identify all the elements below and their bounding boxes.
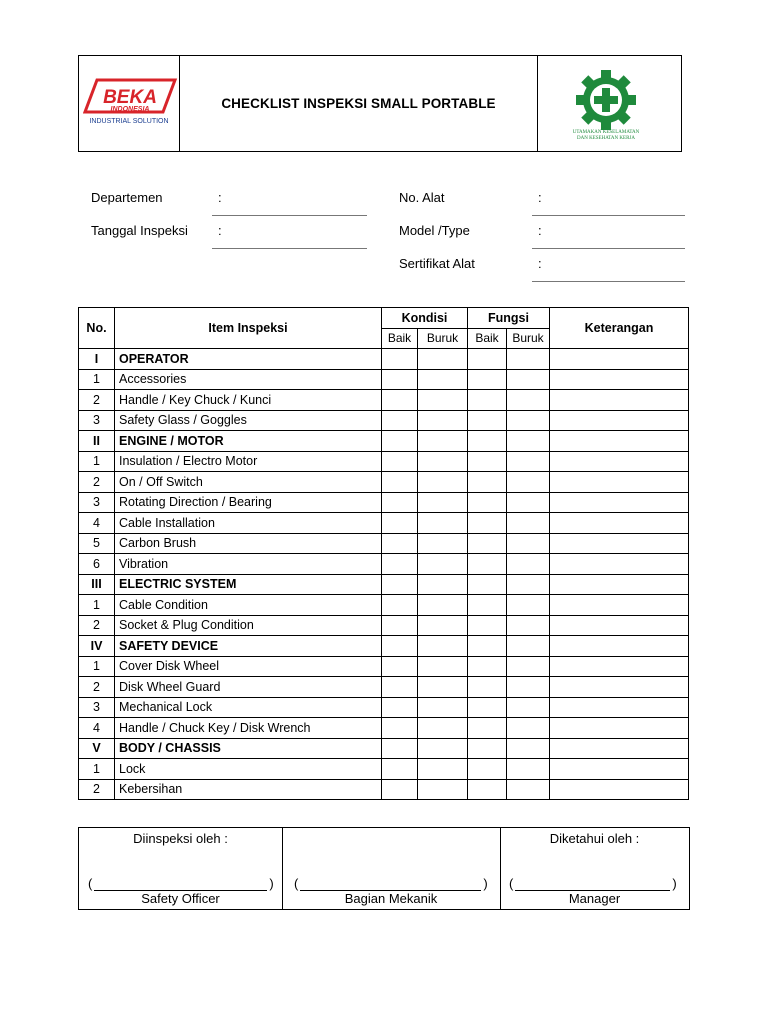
- row-number: 1: [79, 451, 115, 472]
- fungsi-baik-cell[interactable]: [468, 369, 507, 390]
- table-row: [79, 451, 689, 472]
- row-number: 2: [79, 677, 115, 698]
- open-paren: (: [294, 876, 299, 891]
- kondisi-baik-cell[interactable]: [382, 451, 418, 472]
- kondisi-buruk-cell[interactable]: [418, 492, 468, 513]
- row-number: V: [79, 738, 115, 759]
- table-row: [79, 533, 689, 554]
- kondisi-buruk-cell[interactable]: [418, 697, 468, 718]
- close-paren: ): [483, 876, 488, 891]
- safety-officer-signature-line[interactable]: [88, 876, 274, 891]
- kondisi-buruk-cell[interactable]: [418, 595, 468, 616]
- signature-blank: [94, 879, 267, 891]
- kondisi-baik-cell[interactable]: [382, 513, 418, 534]
- keterangan-cell[interactable]: [550, 615, 689, 636]
- item-name: On / Off Switch: [115, 472, 382, 493]
- kondisi-buruk-cell[interactable]: [418, 574, 468, 595]
- kondisi-buruk-cell[interactable]: [418, 472, 468, 493]
- fungsi-baik-cell[interactable]: [468, 554, 507, 575]
- item-name: Socket & Plug Condition: [115, 615, 382, 636]
- kondisi-baik-cell[interactable]: [382, 390, 418, 411]
- row-number: 3: [79, 492, 115, 513]
- item-name: Lock: [115, 759, 382, 780]
- fungsi-baik-cell[interactable]: [468, 615, 507, 636]
- label-sertifikat-alat: Sertifikat Alat: [399, 256, 475, 271]
- kondisi-buruk-cell[interactable]: [418, 369, 468, 390]
- section-row: [79, 431, 689, 452]
- kondisi-baik-cell[interactable]: [382, 656, 418, 677]
- fungsi-baik-cell[interactable]: [468, 697, 507, 718]
- table-row: [79, 472, 689, 493]
- fungsi-buruk-cell[interactable]: [507, 390, 550, 411]
- keterangan-cell[interactable]: [550, 636, 689, 657]
- colon: :: [538, 223, 542, 238]
- k3-safety-logo: [564, 68, 648, 143]
- keterangan-cell[interactable]: [550, 656, 689, 677]
- fungsi-baik-cell[interactable]: [468, 574, 507, 595]
- row-number: 2: [79, 390, 115, 411]
- table-row: [79, 410, 689, 431]
- table-row: [79, 718, 689, 739]
- kondisi-baik-cell[interactable]: [382, 718, 418, 739]
- diinspeksi-label: Diinspeksi oleh :: [133, 831, 228, 846]
- item-name: Cable Installation: [115, 513, 382, 534]
- kondisi-baik-cell[interactable]: [382, 738, 418, 759]
- table-row: [79, 677, 689, 698]
- header-item-inspeksi: Item Inspeksi: [115, 308, 382, 349]
- table-row: [79, 513, 689, 534]
- kondisi-buruk-cell[interactable]: [418, 615, 468, 636]
- fungsi-buruk-cell[interactable]: [507, 513, 550, 534]
- row-number: 5: [79, 533, 115, 554]
- document-header: [78, 55, 682, 152]
- kondisi-baik-cell[interactable]: [382, 533, 418, 554]
- kondisi-buruk-cell[interactable]: [418, 656, 468, 677]
- manager-label: Manager: [568, 891, 621, 906]
- item-name: Cable Condition: [115, 595, 382, 616]
- fungsi-buruk-cell[interactable]: [507, 431, 550, 452]
- header-kondisi-buruk: Buruk: [418, 328, 468, 349]
- fungsi-baik-cell[interactable]: [468, 472, 507, 493]
- kondisi-baik-cell[interactable]: [382, 636, 418, 657]
- fungsi-buruk-cell[interactable]: [507, 492, 550, 513]
- label-no-alat: No. Alat: [399, 190, 445, 205]
- row-number: 3: [79, 410, 115, 431]
- manager-signature-line[interactable]: [509, 876, 677, 891]
- safety-officer-label: Safety Officer: [141, 891, 220, 906]
- fungsi-baik-cell[interactable]: [468, 718, 507, 739]
- fungsi-baik-cell[interactable]: [468, 738, 507, 759]
- kondisi-baik-cell[interactable]: [382, 410, 418, 431]
- departemen-field[interactable]: [212, 215, 367, 216]
- section-title: BODY / CHASSIS: [115, 738, 382, 759]
- fungsi-baik-cell[interactable]: [468, 636, 507, 657]
- row-number: II: [79, 431, 115, 452]
- table-row: [79, 656, 689, 677]
- kondisi-baik-cell[interactable]: [382, 349, 418, 370]
- section-title: SAFETY DEVICE: [115, 636, 382, 657]
- keterangan-cell[interactable]: [550, 410, 689, 431]
- checklist-table: [78, 307, 689, 800]
- fungsi-baik-cell[interactable]: [468, 759, 507, 780]
- keterangan-cell[interactable]: [550, 492, 689, 513]
- fungsi-buruk-cell[interactable]: [507, 738, 550, 759]
- kondisi-buruk-cell[interactable]: [418, 718, 468, 739]
- colon: :: [538, 190, 542, 205]
- section-row: [79, 738, 689, 759]
- keterangan-cell[interactable]: [550, 554, 689, 575]
- bagian-mekanik-signature-line[interactable]: [294, 876, 488, 891]
- sertifikat-alat-field[interactable]: [532, 281, 685, 282]
- fungsi-baik-cell[interactable]: [468, 390, 507, 411]
- logo-sub-text: INDONESIA: [110, 106, 150, 113]
- row-number: 3: [79, 697, 115, 718]
- close-paren: ): [269, 876, 274, 891]
- kondisi-baik-cell[interactable]: [382, 369, 418, 390]
- fungsi-buruk-cell[interactable]: [507, 636, 550, 657]
- table-row: [79, 554, 689, 575]
- keterangan-cell[interactable]: [550, 759, 689, 780]
- kondisi-buruk-cell[interactable]: [418, 554, 468, 575]
- row-number: 2: [79, 472, 115, 493]
- header-kondisi: Kondisi: [382, 308, 468, 329]
- signature-box: [78, 827, 690, 910]
- logo-motto-2: DAN KESEHATAN KERJA: [577, 136, 635, 141]
- bagian-mekanik-label: Bagian Mekanik: [344, 891, 438, 906]
- item-name: Rotating Direction / Bearing: [115, 492, 382, 513]
- keterangan-cell[interactable]: [550, 513, 689, 534]
- fungsi-buruk-cell[interactable]: [507, 451, 550, 472]
- kondisi-buruk-cell[interactable]: [418, 349, 468, 370]
- header-divider: [537, 56, 538, 151]
- signature-blank: [515, 879, 670, 891]
- fungsi-buruk-cell[interactable]: [507, 369, 550, 390]
- table-row: [79, 595, 689, 616]
- colon: :: [218, 223, 222, 238]
- row-number: 4: [79, 718, 115, 739]
- fungsi-baik-cell[interactable]: [468, 431, 507, 452]
- kondisi-baik-cell[interactable]: [382, 595, 418, 616]
- fungsi-buruk-cell[interactable]: [507, 472, 550, 493]
- fungsi-buruk-cell[interactable]: [507, 574, 550, 595]
- fungsi-buruk-cell[interactable]: [507, 718, 550, 739]
- fungsi-baik-cell[interactable]: [468, 451, 507, 472]
- kondisi-buruk-cell[interactable]: [418, 636, 468, 657]
- table-row: [79, 697, 689, 718]
- keterangan-cell[interactable]: [550, 431, 689, 452]
- kondisi-baik-cell[interactable]: [382, 615, 418, 636]
- fungsi-baik-cell[interactable]: [468, 410, 507, 431]
- open-paren: (: [509, 876, 514, 891]
- keterangan-cell[interactable]: [550, 595, 689, 616]
- header-fungsi: Fungsi: [468, 308, 550, 329]
- tanggal-inspeksi-field[interactable]: [212, 248, 367, 249]
- section-title: ELECTRIC SYSTEM: [115, 574, 382, 595]
- model-type-field[interactable]: [532, 248, 685, 249]
- section-row: [79, 636, 689, 657]
- label-tanggal-inspeksi: Tanggal Inspeksi: [91, 223, 188, 238]
- row-number: 1: [79, 595, 115, 616]
- kondisi-baik-cell[interactable]: [382, 677, 418, 698]
- kondisi-buruk-cell[interactable]: [418, 779, 468, 800]
- label-model-type: Model /Type: [399, 223, 470, 238]
- kondisi-baik-cell[interactable]: [382, 574, 418, 595]
- fungsi-buruk-cell[interactable]: [507, 677, 550, 698]
- item-name: Handle / Key Chuck / Kunci: [115, 390, 382, 411]
- kondisi-buruk-cell[interactable]: [418, 677, 468, 698]
- kondisi-baik-cell[interactable]: [382, 759, 418, 780]
- colon: :: [538, 256, 542, 271]
- fungsi-baik-cell[interactable]: [468, 656, 507, 677]
- row-number: I: [79, 349, 115, 370]
- section-title: OPERATOR: [115, 349, 382, 370]
- item-name: Accessories: [115, 369, 382, 390]
- row-number: 6: [79, 554, 115, 575]
- kondisi-buruk-cell[interactable]: [418, 759, 468, 780]
- item-name: Insulation / Electro Motor: [115, 451, 382, 472]
- row-number: 2: [79, 615, 115, 636]
- fungsi-baik-cell[interactable]: [468, 533, 507, 554]
- kondisi-buruk-cell[interactable]: [418, 513, 468, 534]
- header-fungsi-baik: Baik: [468, 328, 507, 349]
- kondisi-baik-cell[interactable]: [382, 779, 418, 800]
- header-kondisi-baik: Baik: [382, 328, 418, 349]
- item-name: Cover Disk Wheel: [115, 656, 382, 677]
- keterangan-cell[interactable]: [550, 677, 689, 698]
- keterangan-cell[interactable]: [550, 349, 689, 370]
- fungsi-buruk-cell[interactable]: [507, 759, 550, 780]
- item-name: Kebersihan: [115, 779, 382, 800]
- keterangan-cell[interactable]: [550, 369, 689, 390]
- keterangan-cell[interactable]: [550, 472, 689, 493]
- section-row: [79, 349, 689, 370]
- fungsi-baik-cell[interactable]: [468, 595, 507, 616]
- keterangan-cell[interactable]: [550, 533, 689, 554]
- keterangan-cell[interactable]: [550, 718, 689, 739]
- kondisi-baik-cell[interactable]: [382, 431, 418, 452]
- section-row: [79, 574, 689, 595]
- fungsi-buruk-cell[interactable]: [507, 595, 550, 616]
- no-alat-field[interactable]: [532, 215, 685, 216]
- fungsi-buruk-cell[interactable]: [507, 554, 550, 575]
- row-number: III: [79, 574, 115, 595]
- table-row: [79, 779, 689, 800]
- colon: :: [218, 190, 222, 205]
- fungsi-baik-cell[interactable]: [468, 779, 507, 800]
- row-number: 1: [79, 759, 115, 780]
- kondisi-buruk-cell[interactable]: [418, 431, 468, 452]
- fungsi-baik-cell[interactable]: [468, 513, 507, 534]
- row-number: 1: [79, 656, 115, 677]
- keterangan-cell[interactable]: [550, 390, 689, 411]
- kondisi-baik-cell[interactable]: [382, 554, 418, 575]
- table-row: [79, 369, 689, 390]
- diketahui-label: Diketahui oleh :: [549, 831, 640, 846]
- fungsi-buruk-cell[interactable]: [507, 410, 550, 431]
- close-paren: ): [672, 876, 677, 891]
- kondisi-baik-cell[interactable]: [382, 472, 418, 493]
- kondisi-baik-cell[interactable]: [382, 492, 418, 513]
- table-row: [79, 759, 689, 780]
- item-name: Mechanical Lock: [115, 697, 382, 718]
- item-name: Disk Wheel Guard: [115, 677, 382, 698]
- kondisi-baik-cell[interactable]: [382, 697, 418, 718]
- fungsi-baik-cell[interactable]: [468, 677, 507, 698]
- keterangan-cell[interactable]: [550, 738, 689, 759]
- table-row: [79, 492, 689, 513]
- keterangan-cell[interactable]: [550, 451, 689, 472]
- page-title: CHECKLIST INSPEKSI SMALL PORTABLE: [221, 96, 496, 111]
- item-name: Safety Glass / Goggles: [115, 410, 382, 431]
- fungsi-buruk-cell[interactable]: [507, 349, 550, 370]
- open-paren: (: [88, 876, 93, 891]
- logo-motto-1: UTAMAKAN KESELAMATAN: [572, 130, 640, 135]
- row-number: IV: [79, 636, 115, 657]
- row-number: 2: [79, 779, 115, 800]
- header-fungsi-buruk: Buruk: [507, 328, 550, 349]
- kondisi-buruk-cell[interactable]: [418, 738, 468, 759]
- fungsi-buruk-cell[interactable]: [507, 697, 550, 718]
- logo-brand-text: BEKA: [103, 87, 157, 108]
- keterangan-cell[interactable]: [550, 697, 689, 718]
- logo-tagline: INDUSTRIAL SOLUTION: [89, 118, 169, 125]
- row-number: 4: [79, 513, 115, 534]
- fungsi-buruk-cell[interactable]: [507, 779, 550, 800]
- fungsi-buruk-cell[interactable]: [507, 656, 550, 677]
- item-name: Handle / Chuck Key / Disk Wrench: [115, 718, 382, 739]
- section-title: ENGINE / MOTOR: [115, 431, 382, 452]
- kondisi-buruk-cell[interactable]: [418, 390, 468, 411]
- table-row: [79, 390, 689, 411]
- item-name: Carbon Brush: [115, 533, 382, 554]
- fungsi-buruk-cell[interactable]: [507, 615, 550, 636]
- item-name: Vibration: [115, 554, 382, 575]
- fungsi-baik-cell[interactable]: [468, 492, 507, 513]
- row-number: 1: [79, 369, 115, 390]
- header-keterangan: Keterangan: [550, 308, 689, 349]
- kondisi-buruk-cell[interactable]: [418, 410, 468, 431]
- table-row: [79, 615, 689, 636]
- kondisi-buruk-cell[interactable]: [418, 451, 468, 472]
- keterangan-cell[interactable]: [550, 779, 689, 800]
- beka-logo: [83, 74, 179, 132]
- label-departemen: Departemen: [91, 190, 163, 205]
- header-no: No.: [79, 308, 115, 349]
- keterangan-cell[interactable]: [550, 574, 689, 595]
- kondisi-buruk-cell[interactable]: [418, 533, 468, 554]
- signature-blank: [300, 879, 481, 891]
- fungsi-buruk-cell[interactable]: [507, 533, 550, 554]
- fungsi-baik-cell[interactable]: [468, 349, 507, 370]
